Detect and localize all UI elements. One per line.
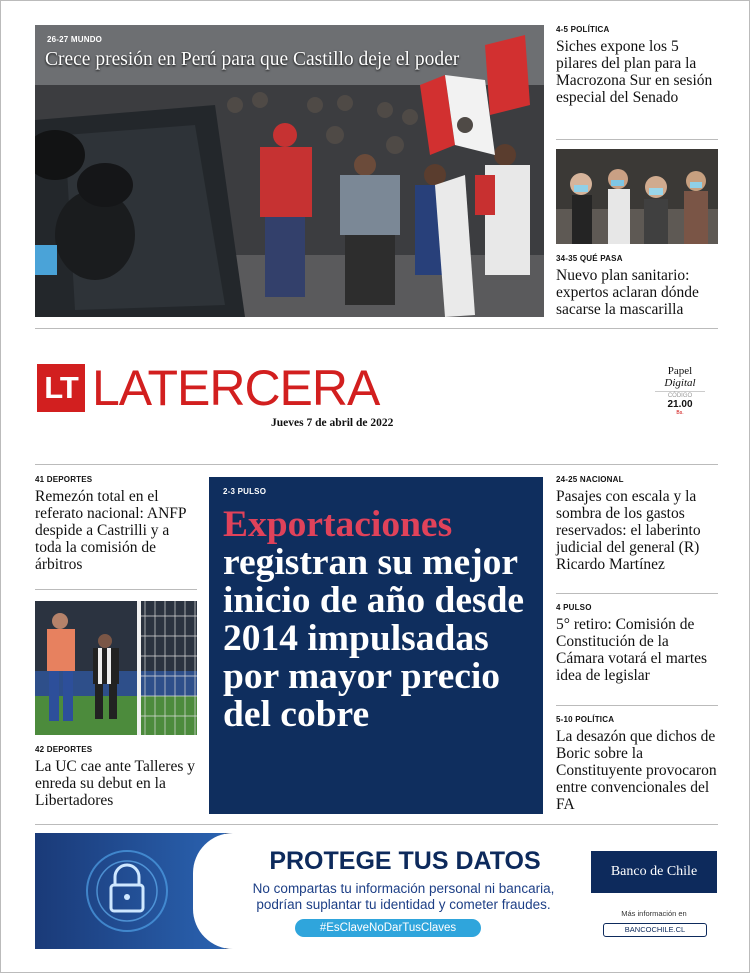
masks-photo-illustration (556, 149, 718, 244)
divider (35, 824, 718, 825)
story-tag: 4 PULSO (556, 603, 592, 612)
divider (35, 589, 197, 590)
issue-date: Jueves 7 de abril de 2022 (271, 417, 394, 429)
divider (35, 464, 718, 465)
ad-more-info: Más información en (621, 909, 687, 918)
digital-label-2: Digital (664, 377, 696, 389)
story-headline[interactable]: Siches expone los 5 pilares del plan para la Macrozona Sur en sesión especial del Senado (556, 38, 713, 106)
bank-advertisement[interactable] (35, 833, 718, 949)
ad-title: PROTEGE TUS DATOS (269, 847, 541, 875)
story-headline[interactable]: 5° retiro: Comisión de Constitución de la Cámara votará el martes idea de legislar (556, 616, 708, 684)
right-story-1[interactable] (556, 475, 718, 573)
ad-message (201, 881, 606, 913)
story-tag: 5-10 POLÍTICA (556, 715, 615, 724)
lead-headline[interactable]: registran su mejor inicio de año desde 2014 impulsadas por mayor precio del cobre (223, 542, 525, 735)
divider (556, 139, 718, 140)
left-story-2[interactable] (35, 745, 197, 809)
crowd-masks-photo[interactable] (556, 149, 718, 244)
story-headline[interactable]: La desazón que dichos de Boric sobre la Constituyente provocaron entre convencionales del FA (556, 728, 717, 813)
football-photo[interactable] (35, 601, 197, 735)
lead-story[interactable] (209, 477, 543, 814)
lead-tag: 2-3 PULSO (223, 487, 267, 496)
digital-price: 21.00 (667, 399, 693, 410)
divider (35, 328, 718, 329)
left-story-1[interactable] (35, 475, 197, 573)
right-top-story-2[interactable] (556, 254, 718, 318)
digital-label-1: Papel (667, 365, 693, 377)
story-tag: 41 DEPORTES (35, 475, 93, 484)
divider (556, 593, 718, 594)
right-story-3[interactable] (556, 715, 718, 813)
divider (556, 705, 718, 706)
story-tag: 24-25 NACIONAL (556, 475, 624, 484)
football-photo-illustration (35, 601, 197, 735)
story-headline[interactable]: La UC cae ante Talleres y enreda su debut en la Libertadores (35, 758, 196, 809)
story-tag: 4-5 POLÍTICA (556, 25, 610, 34)
hero-tag: 26-27 MUNDO (47, 35, 103, 44)
story-headline[interactable]: Nuevo plan sanitario: expertos aclaran dónde sacarse la mascarilla (556, 267, 699, 318)
lead-headline-highlight[interactable]: Exportaciones (223, 504, 453, 545)
hero-photo[interactable] (35, 25, 544, 317)
hero-headline[interactable]: Crece presión en Perú para que Castillo deje el poder (45, 49, 460, 70)
ad-message-line-1: No compartas tu información personal ni bancaria, (252, 881, 555, 896)
ad-message-line-2: podrían suplantar tu identidad y cometer fraudes. (256, 897, 551, 912)
story-tag: 34-35 QUÉ PASA (556, 254, 623, 263)
digital-edition-box[interactable] (655, 365, 705, 416)
digital-unit: Bs. (676, 410, 684, 416)
banco-de-chile-logo[interactable]: Banco de Chile (591, 851, 717, 893)
logo-wordmark: LATERCERA (92, 360, 380, 416)
right-story-2[interactable] (556, 603, 718, 684)
logo-mark: LT (37, 364, 85, 412)
right-top-story-1[interactable] (556, 25, 718, 106)
story-headline[interactable]: Pasajes con escala y la sombra de los gastos reservados: el laberinto judicial del general (R) Ricardo Martínez (556, 488, 701, 573)
story-headline[interactable]: Remezón total en el referato nacional: ANFP despide a Castrilli y a toda la comisión de árbitros (35, 488, 186, 573)
digital-code: CÓDIGO (655, 391, 705, 399)
la-tercera-logo[interactable] (37, 360, 380, 416)
ad-website-link[interactable]: BANCOCHILE.CL (603, 923, 707, 937)
ad-hashtag[interactable]: #EsClaveNoDarTusClaves (295, 919, 481, 937)
story-tag: 42 DEPORTES (35, 745, 93, 754)
